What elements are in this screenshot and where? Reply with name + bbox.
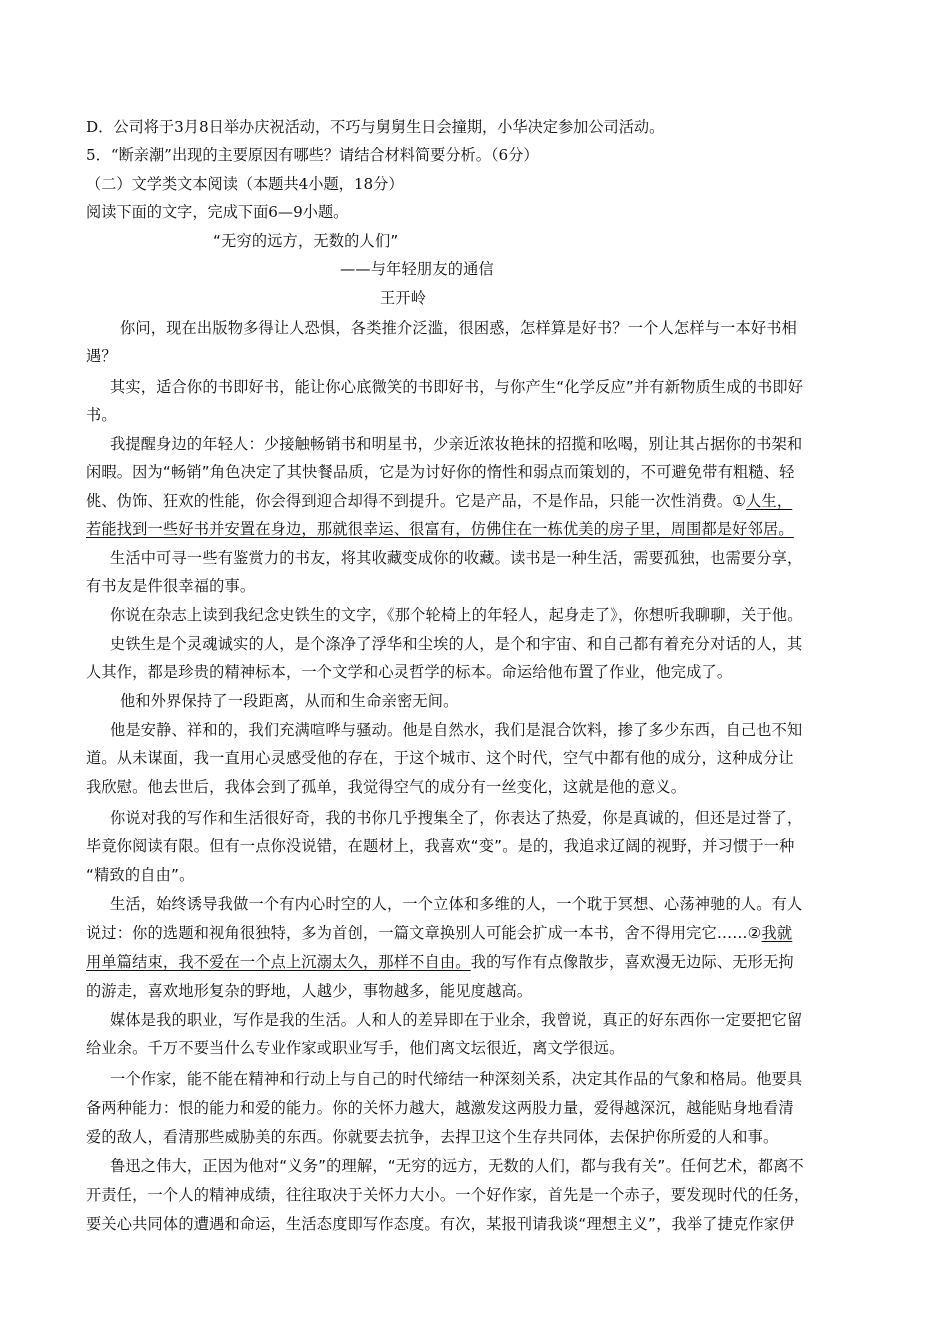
paragraph-line: “精致的自由”。 (86, 866, 195, 884)
paragraph-line: 你说对我的写作和生活很好奇，我的书你几乎搜集全了，你表达了热爱，你是真诚的，但还是过誉了， (110, 809, 803, 827)
paragraph-line: 媒体是我的职业，写作是我的生活。人和人的差异即在于业余，我曾说，真正的好东西你一定要把它留 (110, 1011, 803, 1029)
paragraph-line: 你问，现在出版物多得让人恐惧，各类推介泛滥，很困惑，怎样算是好书？一个人怎样与一本好书相 (120, 319, 798, 337)
section-heading: （二）文学类文本阅读（本题共4小题，18分） (86, 175, 404, 193)
paragraph-line: 你说在杂志上读到我纪念史铁生的文字，《那个轮椅上的年轻人，起身走了》，你想听我聊聊，关于他。 (110, 606, 803, 624)
paragraph-line: 毕竟你阅读有限。但有一点你没说错，在题材上，我喜欢“变”。是的，我追求辽阔的视野，并习惯于一种 (86, 837, 795, 855)
question-5: 5．“断亲潮”出现的主要原因有哪些？请结合材料简要分析。（6分） (86, 146, 539, 164)
article-title: “无穷的远方，无数的人们” (213, 232, 399, 250)
paragraph-line: 备两种能力：恨的能力和爱的能力。你的关怀力越大，越激发这两股力量，爱得越深沉，越能贴身地看清 (86, 1099, 794, 1117)
paragraph-line: 他和外界保持了一段距离，从而和生命亲密无间。 (120, 692, 459, 710)
paragraph-line (86, 923, 792, 943)
underlined-sentence-2: 我就 (761, 924, 793, 942)
underlined-sentence-2: 用单篇结束，我不爱在一个点上沉溺太久，那样不自由。 (86, 953, 471, 971)
paragraph-line: 人其作，都是珍贵的精神标本，一个文学和心灵哲学的标本。命运给他布置了作业，他完成了。 (86, 663, 733, 681)
paragraph-line: 我欣慰。他去世后，我体会到了孤单，我觉得空气的成分有一丝变化，这就是他的意义。 (86, 778, 687, 796)
paragraph-line: 爱的敌人，看清那些威胁美的东西。你就要去抗争，去捍卫这个生存共同体，去保护你所爱的人和事。 (86, 1128, 779, 1146)
article-author: 王开岭 (380, 289, 427, 307)
paragraph-line: 遇？ (86, 347, 117, 365)
paragraph-line: 书。 (86, 406, 117, 424)
paragraph-text: 我的写作有点像散步，喜欢漫无边际、无形无拘 (470, 953, 794, 971)
paragraph-line: 给业余。千万不要当什么专业作家或职业写手，他们离文坛很近，离文学很远。 (86, 1039, 625, 1057)
paragraph-line: 生活，始终诱导我做一个有内心时空的人，一个立体和多维的人，一个耽于冥想、心荡神驰的人。有人 (110, 895, 803, 913)
underlined-sentence-1: 人生， (746, 492, 793, 510)
option-d: D．公司将于3月8日举办庆祝活动，不巧与舅舅生日会撞期，小华决定参加公司活动。 (86, 118, 665, 136)
paragraph-line (86, 491, 792, 511)
reading-instruction: 阅读下面的文字，完成下面6—9小题。 (86, 203, 349, 221)
article-subtitle: ——与年轻朋友的通信 (340, 260, 494, 278)
paragraph-line: 生活中可寻一些有鉴赏力的书友，将其收藏变成你的收藏。读书是一种生活，需要孤独，也需要分享， (110, 549, 803, 567)
paragraph-line: 我提醒身边的年轻人：少接触畅销书和明星书，少亲近浓妆艳抹的招揽和吆喝，别让其占据你的书架和 (110, 435, 803, 453)
paragraph-text: 佻、伪饰、狂欢的性能，你会得到迎合却得不到提升。它是产品，不是作品，只能一次性消费。① (86, 492, 747, 510)
paragraph-line: 他是安静、祥和的，我们充满喧哗与骚动。他是自然水，我们是混合饮料，掺了多少东西，自己也不知 (110, 721, 803, 739)
paragraph-line: 闲暇。因为“畅销”角色决定了其快餐品质，它是为讨好你的惰性和弱点而策划的，不可避免带有粗糙、轻 (86, 463, 795, 481)
paragraph-line: 其实，适合你的书即好书，能让你心底微笑的书即好书，与你产生“化学反应”并有新物质生成的书即好 (110, 378, 804, 396)
paragraph-line: 的游走，喜欢地形复杂的野地，人越少，事物越多，能见度越高。 (86, 982, 533, 1000)
paragraph-line: 道。从未谋面，我一直用心灵感受他的存在，于这个城市、这个时代，空气中都有他的成分，这种成分让 (86, 749, 794, 767)
paragraph-line: 要关心共同体的遭遇和命运，生活态度即写作态度。有次，某报刊请我谈“理想主义”，我举了捷克作家伊 (86, 1215, 795, 1233)
paragraph-text: 说过：你的选题和视角很独特，多为首创，一篇文章换别人可能会扩成一本书，舍不得用完它……② (86, 924, 762, 942)
underlined-sentence-1: 若能找到一些好书并安置在身边，那就很幸运、很富有，仿佛住在一栋优美的房子里，周围都是好邻居。 (86, 520, 794, 538)
paragraph-line: 开责任，一个人的精神成绩，往往取决于关怀力大小。一个好作家，首先是一个赤子，要发现时代的任务， (86, 1186, 810, 1204)
paragraph-line: 鲁迅之伟大，正因为他对“义务”的理解，“无穷的远方，无数的人们，都与我有关”。任何艺术，都离不 (110, 1157, 804, 1175)
paragraph-line: 史铁生是个灵魂诚实的人，是个涤净了浮华和尘埃的人，是个和宇宙、和自己都有着充分对话的人，其 (110, 635, 803, 653)
paragraph-line (86, 952, 794, 972)
paragraph-line: 有书友是件很幸福的事。 (86, 577, 256, 595)
paragraph-line: 一个作家，能不能在精神和行动上与自己的时代缔结一种深刻关系，决定其作品的气象和格局。他要具 (110, 1070, 803, 1088)
